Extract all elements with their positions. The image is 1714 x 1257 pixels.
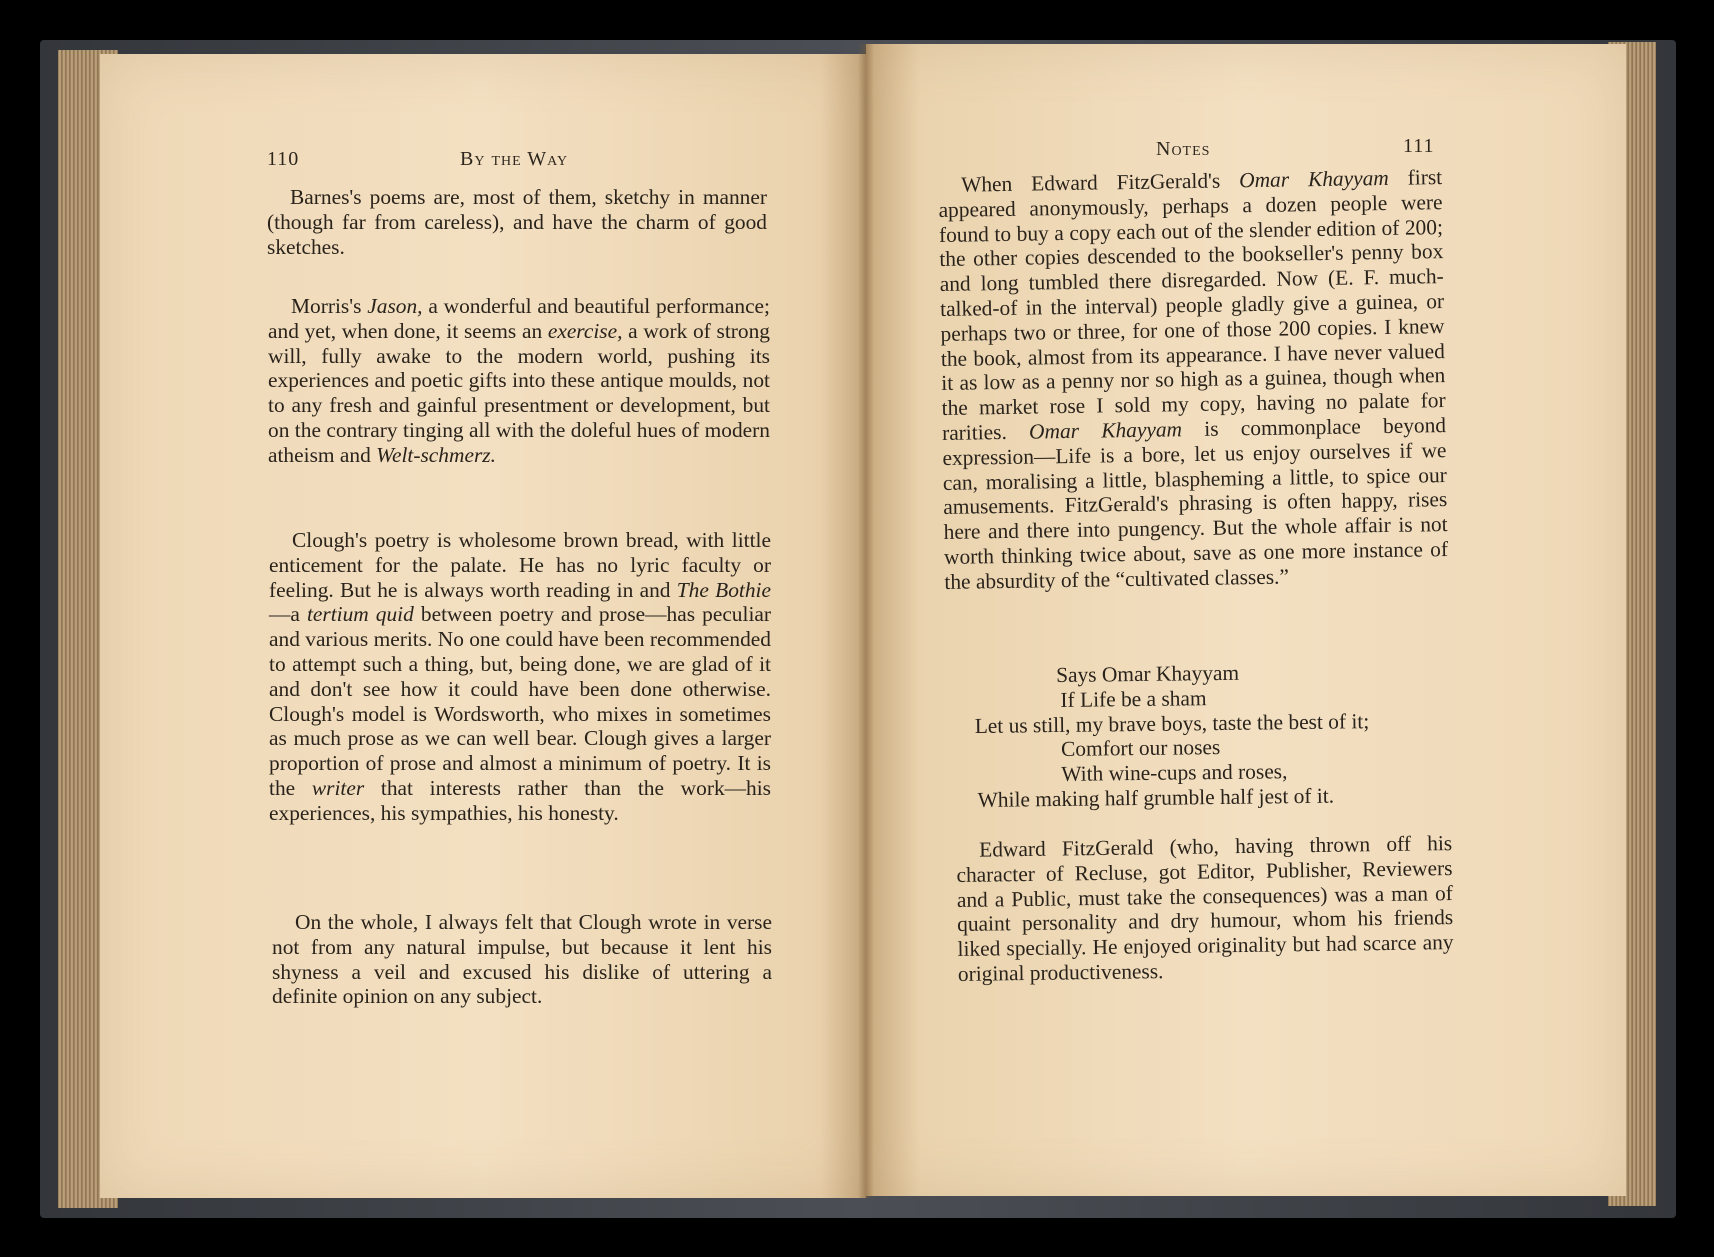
verse-line: Let us still, my brave boys, taste the best of it; (974, 708, 1370, 738)
right-page-number: 111 (1403, 135, 1435, 157)
right-para-2-text: Edward FitzGerald (who, having thrown off his character of Recluse, got Editor, Publisher, Reviewers and a Public, must take the consequences) was a man of quaint personality and dry humour, whom his friends liked specially. He enjoyed originality but had scarce any original productiveness. (956, 831, 1454, 986)
right-para-1 (938, 165, 1449, 594)
italic-run: Omar Khayyam (1028, 417, 1183, 444)
italic-run: The Bothie (676, 577, 771, 602)
left-para-4 (272, 910, 772, 1009)
italic-run: Omar Khayyam (1238, 165, 1389, 193)
italic-run: Jason, (367, 294, 423, 318)
verse-line: Comfort our noses (1060, 735, 1221, 762)
left-para-3 (269, 528, 771, 826)
right-para-2 (956, 831, 1454, 987)
italic-run: exercise, (547, 318, 623, 343)
italic-run: writer (311, 775, 365, 800)
left-para-3-text: Clough's poetry is wholesome brown bread, with little enticement for the palate. He has no lyric faculty or feeling. But he is always worth reading in and The Bothie—a tertium quid between poetry and prose—has peculiar and various merits. No one could have been recommended to attempt such a thing, but, being done, we are glad of it and don't see how it could have been done otherwise. Clough's model is Wordsworth, who mixes in sometimes as much prose as we can well bear. Clough gives a larger proportion of prose and almost a minimum of poetry. It is the writer that interests rather than the work—his experiences, his sympathies, his honesty. (269, 528, 772, 825)
left-running-head (460, 148, 568, 171)
verse-line: Says Omar Khayyam (1055, 660, 1240, 687)
right-running-head-text: Notes (1156, 138, 1211, 160)
left-para-2 (268, 294, 770, 468)
right-para-1-text: When Edward FitzGerald's Omar Khayyam first appeared anonymously, perhaps a dozen people were found to buy a copy each out of the slender edition of 200; the other copies descended to the bookseller's penny box and long tumbled there disregarded. Now (E. F. much-talked-of in the interval) people gladly give a guinea, or perhaps two or three, for one of those 200 copies. I knew the book, almost from its appearance. I have never valued it as low as a penny nor so high as a guinea, though when the market rose I sold my copy, having no palate for rarities. Omar Khayyam is commonplace beyond expression—Life is a bore, let us enjoy ourselves if we can, moralising a little, blaspheming a little, to spice our amusements. FitzGerald's phrasing is often happy, rises here and there into pungency. But the whole affair is not worth thinking twice about, save as one more instance of the absurdity of the “cultivated classes.” (938, 165, 1449, 594)
right-running-head (1156, 138, 1210, 161)
left-page-number: 110 (267, 148, 300, 170)
verse-line: If Life be a sham (1060, 685, 1207, 712)
book-gutter (858, 44, 874, 1198)
italic-run: tertium quid (306, 602, 414, 627)
left-para-4-text: On the whole, I always felt that Clough wrote in verse not from any natural impulse, but because it lent his shyness a veil and excused his dislike of uttering a definite opinion on any subject. (272, 910, 772, 1009)
verse-line: While making half grumble half jest of it. (977, 783, 1335, 812)
left-running-head-text: By the Way (460, 148, 569, 170)
verse-line: With wine-cups and roses, (1061, 759, 1288, 787)
omar-verse (974, 659, 1370, 813)
left-para-1-text: Barnes's poems are, most of them, sketchy in manner (though far from careless), and have the charm of good sketches. (267, 185, 767, 259)
left-para-1 (267, 185, 767, 259)
left-para-2-text: Morris's Jason, a wonderful and beautiful performance; and yet, when done, it seems an exercise, a work of strong will, fully awake to the modern world, pushing its experiences and poetic gifts into these antique moulds, not to any fresh and gainful presentment or development, but on the contrary tinging all with the doleful hues of modern atheism and Welt-schmerz. (268, 294, 770, 467)
italic-run: Welt-schmerz. (376, 442, 496, 467)
